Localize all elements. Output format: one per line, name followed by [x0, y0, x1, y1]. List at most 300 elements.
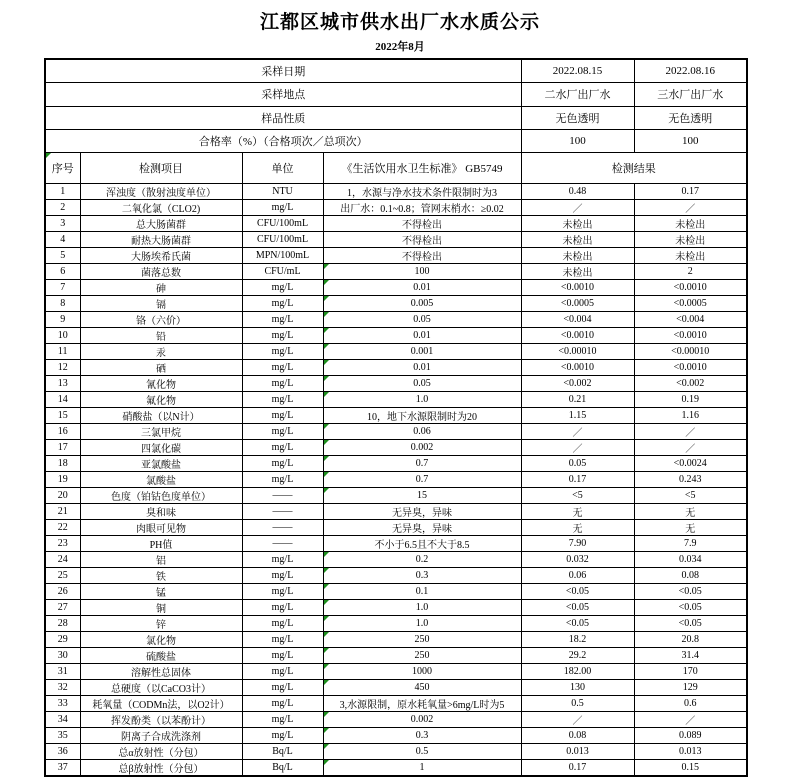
standard-text: 0.002	[410, 442, 434, 454]
standard-text: 0.1	[415, 586, 429, 598]
row-number-cell: 35	[45, 728, 80, 744]
sample-nature-plant3: 无色透明	[634, 106, 747, 129]
standard-text: 1.0	[415, 602, 429, 614]
standard-cell	[323, 392, 521, 408]
standard-cell	[323, 328, 521, 344]
table-row	[45, 312, 747, 328]
standard-cell	[323, 632, 521, 648]
col-header-unit: 单位	[242, 153, 323, 184]
result-plant2-cell: 未检出	[521, 232, 634, 248]
row-number-cell: 9	[45, 312, 80, 328]
item-name-cell: 肉眼可见物	[80, 520, 242, 536]
corner-flag-icon	[324, 456, 329, 461]
result-plant3-cell: 31.4	[634, 648, 747, 664]
result-plant2-cell: 130	[521, 680, 634, 696]
row-number-cell: 20	[45, 488, 80, 504]
table-row	[45, 680, 747, 696]
standard-text: 0.05	[413, 314, 431, 326]
row-number-cell: 28	[45, 616, 80, 632]
row-number-cell: 6	[45, 264, 80, 280]
unit-cell: mg/L	[242, 632, 323, 648]
item-name-cell: 铬（六价）	[80, 312, 242, 328]
unit-cell: mg/L	[242, 648, 323, 664]
pass-rate-plant3: 100	[634, 129, 747, 152]
standard-text: 0.01	[413, 362, 431, 374]
unit-cell: mg/L	[242, 472, 323, 488]
corner-flag-icon	[324, 760, 329, 765]
result-plant3-cell: 0.17	[634, 184, 747, 200]
result-plant2-cell: <0.0010	[521, 360, 634, 376]
result-plant2-cell: 0.17	[521, 472, 634, 488]
item-name-cell: 砷	[80, 280, 242, 296]
result-plant2-cell: <0.002	[521, 376, 634, 392]
corner-flag-icon	[324, 264, 329, 269]
standard-cell	[323, 360, 521, 376]
result-plant3-cell: 0.08	[634, 568, 747, 584]
table-row	[45, 648, 747, 664]
result-plant3-cell: ／	[634, 200, 747, 216]
standard-text: 出厂水：0.1~0.8；管网末梢水：≥0.02	[340, 204, 504, 216]
standard-cell	[323, 728, 521, 744]
corner-flag-icon	[46, 153, 51, 158]
unit-cell: mg/L	[242, 344, 323, 360]
row-number-cell: 5	[45, 248, 80, 264]
result-plant3-cell: <5	[634, 488, 747, 504]
corner-flag-icon	[324, 584, 329, 589]
standard-cell	[323, 488, 521, 504]
corner-flag-icon	[324, 552, 329, 557]
info-row-pass-rate	[45, 129, 747, 152]
info-row-sampling-date	[45, 59, 747, 83]
item-name-cell: 三氯甲烷	[80, 424, 242, 440]
result-plant3-cell: 129	[634, 680, 747, 696]
standard-cell	[323, 552, 521, 568]
result-plant2-cell: 0.032	[521, 552, 634, 568]
row-number-cell: 15	[45, 408, 80, 424]
row-number-cell: 13	[45, 376, 80, 392]
item-name-cell: 二氧化氯（CLO2)	[80, 200, 242, 216]
item-name-cell: 色度（铂钴色度单位）	[80, 488, 242, 504]
result-plant3-cell: ／	[634, 424, 747, 440]
result-plant2-cell: ／	[521, 440, 634, 456]
result-plant2-cell: 0.5	[521, 696, 634, 712]
standard-text: 无异臭，异味	[392, 524, 452, 536]
item-name-cell: 铝	[80, 552, 242, 568]
row-number-cell: 2	[45, 200, 80, 216]
result-plant2-cell: <5	[521, 488, 634, 504]
standard-text: 0.01	[413, 282, 431, 294]
table-row	[45, 760, 747, 777]
unit-cell: NTU	[242, 184, 323, 200]
table-row	[45, 536, 747, 552]
table-row	[45, 248, 747, 264]
result-plant2-cell: ／	[521, 424, 634, 440]
item-name-cell: 氯化物	[80, 632, 242, 648]
standard-cell	[323, 248, 521, 264]
row-number-cell: 18	[45, 456, 80, 472]
standard-text: 0.01	[413, 330, 431, 342]
table-row	[45, 344, 747, 360]
unit-cell: Bq/L	[242, 744, 323, 760]
info-row-sampling-location	[45, 83, 747, 106]
corner-flag-icon	[324, 424, 329, 429]
result-plant2-cell: 无	[521, 520, 634, 536]
result-plant3-cell: 无	[634, 504, 747, 520]
standard-cell	[323, 424, 521, 440]
unit-cell: ——	[242, 504, 323, 520]
corner-flag-icon	[324, 728, 329, 733]
result-plant3-cell: 7.9	[634, 536, 747, 552]
unit-cell: mg/L	[242, 424, 323, 440]
row-number-cell: 22	[45, 520, 80, 536]
table-body	[45, 184, 747, 777]
result-plant2-cell: 0.17	[521, 760, 634, 777]
corner-flag-icon	[324, 568, 329, 573]
result-plant3-cell: <0.002	[634, 376, 747, 392]
sampling-location-plant3: 三水厂出厂水	[634, 83, 747, 106]
standard-text: 0.2	[415, 554, 429, 566]
standard-text: 0.06	[413, 426, 431, 438]
standard-cell	[323, 648, 521, 664]
unit-cell: mg/L	[242, 552, 323, 568]
unit-cell: CFU/mL	[242, 264, 323, 280]
sampling-date-plant2: 2022.08.15	[521, 59, 634, 83]
row-number-cell: 7	[45, 280, 80, 296]
result-plant3-cell: 未检出	[634, 232, 747, 248]
item-name-cell: 铁	[80, 568, 242, 584]
result-plant2-cell: 未检出	[521, 248, 634, 264]
corner-flag-icon	[324, 376, 329, 381]
corner-flag-icon	[324, 472, 329, 477]
table-row	[45, 200, 747, 216]
unit-cell: CFU/100mL	[242, 216, 323, 232]
result-plant2-cell: <0.05	[521, 616, 634, 632]
result-plant2-cell: <0.05	[521, 600, 634, 616]
standard-text: 不得检出	[402, 236, 442, 248]
result-plant3-cell: 未检出	[634, 248, 747, 264]
item-name-cell: 镉	[80, 296, 242, 312]
standard-cell	[323, 376, 521, 392]
result-plant3-cell: 170	[634, 664, 747, 680]
result-plant2-cell: ／	[521, 200, 634, 216]
result-plant3-cell: <0.05	[634, 584, 747, 600]
table-row	[45, 584, 747, 600]
unit-cell: mg/L	[242, 200, 323, 216]
standard-cell	[323, 440, 521, 456]
unit-cell: mg/L	[242, 696, 323, 712]
result-plant2-cell: 18.2	[521, 632, 634, 648]
unit-cell: CFU/100mL	[242, 232, 323, 248]
result-plant2-cell: 0.06	[521, 568, 634, 584]
result-plant2-cell: <0.0010	[521, 328, 634, 344]
unit-cell: mg/L	[242, 600, 323, 616]
result-plant3-cell: <0.0010	[634, 328, 747, 344]
corner-flag-icon	[324, 632, 329, 637]
result-plant3-cell: <0.05	[634, 600, 747, 616]
water-quality-table	[44, 58, 748, 777]
standard-text: 1，水源与净水技术条件限制时为3	[347, 188, 497, 200]
row-number-cell: 10	[45, 328, 80, 344]
corner-flag-icon	[324, 392, 329, 397]
table-row	[45, 184, 747, 200]
col-header-standard: 《生活饮用水卫生标准》 GB5749	[323, 153, 521, 184]
unit-cell: ——	[242, 520, 323, 536]
table-row	[45, 472, 747, 488]
row-number-cell: 25	[45, 568, 80, 584]
standard-text: 10，地下水源限制时为20	[367, 412, 477, 424]
col-header-result: 检测结果	[521, 153, 747, 184]
table-row	[45, 264, 747, 280]
table-row	[45, 728, 747, 744]
corner-flag-icon	[324, 296, 329, 301]
standard-cell	[323, 472, 521, 488]
unit-cell: mg/L	[242, 360, 323, 376]
corner-flag-icon	[324, 712, 329, 717]
standard-cell	[323, 200, 521, 216]
result-plant3-cell: <0.004	[634, 312, 747, 328]
unit-cell: mg/L	[242, 376, 323, 392]
unit-cell: ——	[242, 488, 323, 504]
table-row	[45, 568, 747, 584]
item-name-cell: 硒	[80, 360, 242, 376]
corner-flag-icon	[324, 648, 329, 653]
unit-cell: mg/L	[242, 584, 323, 600]
standard-text: 0.005	[410, 298, 434, 310]
standard-cell	[323, 680, 521, 696]
result-plant2-cell: <0.0010	[521, 280, 634, 296]
result-plant3-cell: ／	[634, 440, 747, 456]
table-row	[45, 280, 747, 296]
result-plant2-cell: <0.00010	[521, 344, 634, 360]
unit-cell: Bq/L	[242, 760, 323, 777]
standard-cell	[323, 584, 521, 600]
page-title: 江都区城市供水出厂水水质公示	[259, 12, 540, 33]
table-row	[45, 328, 747, 344]
row-number-cell: 33	[45, 696, 80, 712]
result-plant2-cell: <0.004	[521, 312, 634, 328]
standard-cell	[323, 216, 521, 232]
row-number-cell: 29	[45, 632, 80, 648]
standard-text: 1.0	[415, 394, 429, 406]
corner-flag-icon	[324, 312, 329, 317]
standard-cell	[323, 232, 521, 248]
row-number-cell: 16	[45, 424, 80, 440]
row-number-cell: 4	[45, 232, 80, 248]
row-number-cell: 27	[45, 600, 80, 616]
standard-cell	[323, 504, 521, 520]
table-head	[45, 59, 747, 184]
item-name-cell: 锌	[80, 616, 242, 632]
row-number-cell: 3	[45, 216, 80, 232]
standard-cell	[323, 616, 521, 632]
result-plant2-cell: 0.013	[521, 744, 634, 760]
row-number-cell: 1	[45, 184, 80, 200]
corner-flag-icon	[324, 440, 329, 445]
result-plant3-cell: 0.6	[634, 696, 747, 712]
result-plant3-cell: 未检出	[634, 216, 747, 232]
table-row	[45, 376, 747, 392]
item-name-cell: 氟化物	[80, 392, 242, 408]
standard-cell	[323, 536, 521, 552]
result-plant2-cell: 未检出	[521, 264, 634, 280]
table-row	[45, 616, 747, 632]
result-plant3-cell: 0.243	[634, 472, 747, 488]
table-row	[45, 632, 747, 648]
corner-flag-icon	[324, 488, 329, 493]
item-name-cell: 四氯化碳	[80, 440, 242, 456]
item-name-cell: 溶解性总固体	[80, 664, 242, 680]
table-row	[45, 600, 747, 616]
result-plant2-cell: 1.15	[521, 408, 634, 424]
table-row	[45, 360, 747, 376]
item-name-cell: 氯酸盐	[80, 472, 242, 488]
result-plant2-cell: <0.05	[521, 584, 634, 600]
corner-flag-icon	[324, 600, 329, 605]
table-row	[45, 440, 747, 456]
table-row	[45, 408, 747, 424]
result-plant3-cell: 1.16	[634, 408, 747, 424]
standard-text: 无异臭，异味	[392, 508, 452, 520]
result-plant2-cell: 未检出	[521, 216, 634, 232]
table-row	[45, 488, 747, 504]
standard-cell	[323, 296, 521, 312]
info-row-sample-nature	[45, 106, 747, 129]
corner-flag-icon	[324, 744, 329, 749]
item-name-cell: 浑浊度（散射浊度单位）	[80, 184, 242, 200]
standard-cell	[323, 520, 521, 536]
table-row	[45, 216, 747, 232]
result-plant3-cell: 0.19	[634, 392, 747, 408]
standard-text: 1.0	[415, 618, 429, 630]
item-name-cell: 臭和味	[80, 504, 242, 520]
pass-rate-label: 合格率（%）（合格项次／总项次）	[45, 129, 521, 152]
unit-cell: mg/L	[242, 312, 323, 328]
unit-cell: mg/L	[242, 616, 323, 632]
row-number-cell: 30	[45, 648, 80, 664]
item-name-cell: 汞	[80, 344, 242, 360]
standard-text: 0.7	[415, 458, 429, 470]
table-row	[45, 520, 747, 536]
result-plant2-cell: <0.0005	[521, 296, 634, 312]
standard-text: 100	[414, 266, 430, 278]
unit-cell: mg/L	[242, 664, 323, 680]
standard-cell	[323, 760, 521, 777]
standard-cell	[323, 744, 521, 760]
row-number-cell: 37	[45, 760, 80, 777]
standard-text: 0.001	[410, 346, 434, 358]
standard-cell	[323, 280, 521, 296]
item-name-cell: 总大肠菌群	[80, 216, 242, 232]
unit-cell: mg/L	[242, 568, 323, 584]
standard-text: 450	[414, 682, 430, 694]
standard-text: 0.5	[415, 746, 429, 758]
result-plant3-cell: <0.00010	[634, 344, 747, 360]
standard-cell	[323, 264, 521, 280]
result-plant3-cell: 0.013	[634, 744, 747, 760]
result-plant2-cell: 7.90	[521, 536, 634, 552]
standard-text: 15	[417, 490, 427, 502]
result-plant3-cell: 无	[634, 520, 747, 536]
result-plant2-cell: 无	[521, 504, 634, 520]
item-name-cell: 硫酸盐	[80, 648, 242, 664]
corner-flag-icon	[324, 616, 329, 621]
standard-text: 3,水源限制，原水耗氧量>6mg/L时为5	[339, 700, 505, 712]
item-name-cell: 总α放射性（分包）	[80, 744, 242, 760]
result-plant3-cell: <0.0010	[634, 360, 747, 376]
sample-nature-plant2: 无色透明	[521, 106, 634, 129]
corner-flag-icon	[324, 280, 329, 285]
table-row	[45, 232, 747, 248]
result-plant2-cell: 0.48	[521, 184, 634, 200]
row-number-cell: 24	[45, 552, 80, 568]
corner-flag-icon	[324, 360, 329, 365]
standard-cell	[323, 184, 521, 200]
standard-cell	[323, 344, 521, 360]
row-number-cell: 31	[45, 664, 80, 680]
standard-text: 0.7	[415, 474, 429, 486]
result-plant2-cell: 29.2	[521, 648, 634, 664]
row-number-cell: 19	[45, 472, 80, 488]
unit-cell: mg/L	[242, 456, 323, 472]
sample-nature-label: 样品性质	[45, 106, 521, 129]
item-name-cell: 耗氧量（CODMn法，以O2计）	[80, 696, 242, 712]
standard-cell	[323, 600, 521, 616]
col-header-item: 检测项目	[80, 153, 242, 184]
standard-text: 1000	[412, 666, 432, 678]
standard-text: 1	[419, 762, 425, 774]
standard-text: 250	[414, 634, 430, 646]
item-name-cell: 阴离子合成洗涤剂	[80, 728, 242, 744]
sampling-location-label: 采样地点	[45, 83, 521, 106]
unit-cell: mg/L	[242, 280, 323, 296]
standard-cell	[323, 456, 521, 472]
standard-text: 250	[414, 650, 430, 662]
result-plant2-cell: 0.08	[521, 728, 634, 744]
result-plant3-cell: 0.034	[634, 552, 747, 568]
unit-cell: ——	[242, 536, 323, 552]
result-plant3-cell: 0.15	[634, 760, 747, 777]
item-name-cell: 挥发酚类（以苯酚计）	[80, 712, 242, 728]
item-name-cell: 铜	[80, 600, 242, 616]
item-name-cell: 亚氯酸盐	[80, 456, 242, 472]
corner-flag-icon	[324, 328, 329, 333]
standard-text: 0.3	[415, 730, 429, 742]
row-number-cell: 14	[45, 392, 80, 408]
item-name-cell: 总β放射性（分包）	[80, 760, 242, 777]
result-plant2-cell: ／	[521, 712, 634, 728]
item-name-cell: 锰	[80, 584, 242, 600]
item-name-cell: 耐热大肠菌群	[80, 232, 242, 248]
row-number-cell: 21	[45, 504, 80, 520]
row-number-cell: 17	[45, 440, 80, 456]
standard-text: 不小于6.5且不大于8.5	[374, 540, 470, 552]
item-name-cell: 氰化物	[80, 376, 242, 392]
page-subtitle: 2022年8月	[375, 41, 425, 53]
row-number-cell: 32	[45, 680, 80, 696]
result-plant3-cell: <0.0005	[634, 296, 747, 312]
standard-text: 不得检出	[402, 220, 442, 232]
standard-cell	[323, 568, 521, 584]
row-number-cell: 23	[45, 536, 80, 552]
result-plant2-cell: 0.05	[521, 456, 634, 472]
table-row	[45, 456, 747, 472]
corner-flag-icon	[324, 344, 329, 349]
standard-cell	[323, 312, 521, 328]
corner-flag-icon	[324, 664, 329, 669]
sampling-date-plant3: 2022.08.16	[634, 59, 747, 83]
row-number-cell: 8	[45, 296, 80, 312]
unit-cell: mg/L	[242, 728, 323, 744]
